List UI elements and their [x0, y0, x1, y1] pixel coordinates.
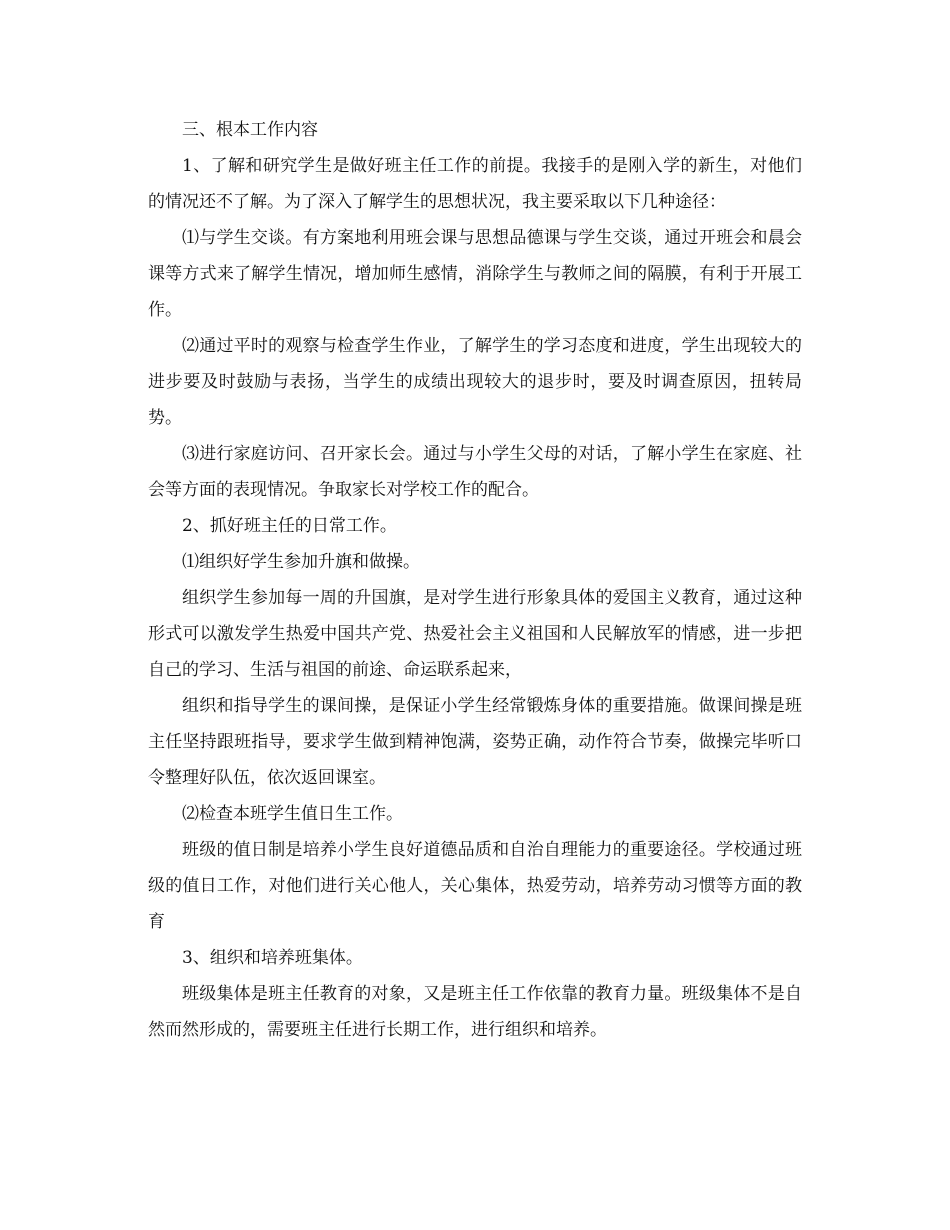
- subheading: 2、抓好班主任的日常工作。: [182, 516, 397, 536]
- paragraph: 1、了解和研究学生是做好班主任工作的前提。我接手的是刚入学的新生，对他们的情况还不了解。为了深入了解学生的思想状况，我主要采取以下几种途径：: [148, 156, 802, 212]
- paragraph: ⑴与学生交谈。有方案地利用班会课与思想品德课与学生交谈，通过开班会和晨会课等方式来了解学生情况，增加师生感情，消除学生与教师之间的隔膜，有利于开展工作。: [148, 228, 802, 320]
- subheading: 3、组织和培养班集体。: [182, 948, 363, 968]
- paragraph: ⑵通过平时的观察与检查学生作业，了解学生的学习态度和进度，学生出现较大的进步要及时鼓励与表扬，当学生的成绩出现较大的退步时，要及时调查原因，扭转局势。: [148, 336, 802, 428]
- paragraph: 班级的值日制是培养小学生良好道德品质和自治自理能力的重要途径。学校通过班级的值日工作，对他们进行关心他人，关心集体，热爱劳动，培养劳动习惯等方面的教育: [148, 840, 802, 932]
- subheading: ⑵检查本班学生值日生工作。: [182, 804, 403, 824]
- paragraph: 组织和指导学生的课间操，是保证小学生经常锻炼身体的重要措施。做课间操是班主任坚持跟班指导，要求学生做到精神饱满，姿势正确，动作符合节奏，做操完毕听口令整理好队伍，依次返回课室。: [148, 696, 802, 788]
- subheading: ⑴组织好学生参加升旗和做操。: [182, 552, 420, 572]
- paragraph: 组织学生参加每一周的升国旗，是对学生进行形象具体的爱国主义教育，通过这种形式可以激发学生热爱中国共产党、热爱社会主义祖国和人民解放军的情感，进一步把自己的学习、生活与祖国的前途、命运联系起来，: [148, 588, 802, 680]
- paragraph: 班级集体是班主任教育的对象，又是班主任工作依靠的教育力量。班级集体不是自然而然形成的，需要班主任进行长期工作，进行组织和培养。: [148, 984, 802, 1040]
- section-heading: 三、根本工作内容: [182, 120, 318, 140]
- paragraph: ⑶进行家庭访问、召开家长会。通过与小学生父母的对话，了解小学生在家庭、社会等方面的表现情况。争取家长对学校工作的配合。: [148, 444, 802, 500]
